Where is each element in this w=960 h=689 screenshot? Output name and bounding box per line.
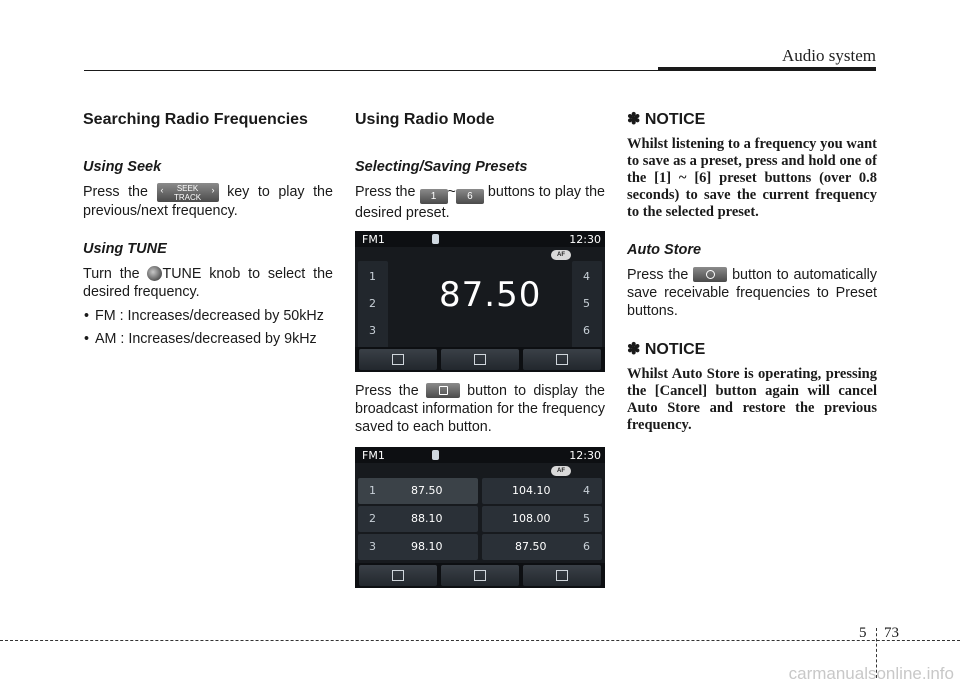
column-radio-mode: [355, 110, 605, 588]
preset-num: 5: [583, 512, 590, 525]
auto-store-button-icon: [693, 267, 727, 282]
tune-step-list: [83, 307, 333, 348]
chevron-right-icon: ›: [211, 185, 215, 195]
chapter-number: 5: [859, 625, 867, 641]
column-notices: [627, 110, 877, 434]
preset-freq: 98.10: [411, 540, 443, 553]
preset-num: 6: [583, 324, 590, 337]
subheading-presets: Selecting/Saving Presets: [355, 159, 528, 175]
tune-knob-icon: [147, 266, 162, 281]
clock: 12:30: [569, 449, 601, 462]
preset-freq: 87.50: [411, 484, 443, 497]
info-button-icon: [426, 383, 460, 398]
subheading-using-tune: Using TUNE: [83, 241, 167, 257]
subheading-auto-store: Auto Store: [627, 242, 702, 258]
preset-num: 1: [369, 270, 376, 283]
info-list-icon: [392, 570, 404, 581]
menu-tab: [523, 349, 601, 370]
tune-paragraph: Turn the TUNE knob to select the desired frequency.: [83, 266, 333, 300]
radio-screen-frequency: [355, 231, 605, 372]
preset-num: 4: [583, 270, 590, 283]
preset-paragraph: Press the 1 ~ 6 buttons to play the desired preset.: [355, 184, 605, 221]
notice-text: Whilst listening to a frequency you want to save as a preset, press and hold one of the [1] ~ [6] preset buttons (over 0.8 seconds) to save the current frequency to the selected preset.: [627, 136, 877, 220]
info-tab: [359, 349, 437, 370]
section-heading-radio-mode: Using Radio Mode: [355, 111, 495, 128]
band-label: FM1: [362, 449, 385, 462]
preset-num: 3: [369, 324, 376, 337]
preset-num: 3: [369, 540, 376, 553]
list-item: • FM : Increases/decreased by 50kHz: [83, 307, 333, 325]
af-badge: AF: [551, 250, 571, 260]
autostore-icon: [474, 570, 486, 581]
af-badge: AF: [551, 466, 571, 476]
preset-freq: 87.50: [515, 540, 547, 553]
info-tab: [359, 565, 437, 586]
footer-rule: [0, 640, 960, 641]
section-heading-searching: Searching Radio Frequencies: [83, 111, 308, 128]
subheading-using-seek: Using Seek: [83, 159, 162, 175]
chevron-left-icon: ‹: [160, 185, 164, 195]
notice-title: ✽ NOTICE: [627, 111, 706, 128]
header-rule: [84, 70, 658, 71]
page-header-title: Audio system: [782, 46, 876, 65]
preset-num: 4: [583, 484, 590, 497]
notice-title: ✽ NOTICE: [627, 341, 706, 358]
page-number: 73: [884, 625, 899, 641]
radio-screen-preset-list: [355, 447, 605, 588]
grid-icon: [556, 354, 568, 365]
preset-freq: 108.00: [512, 512, 551, 525]
watermark: carmanualsonline.info: [788, 664, 954, 683]
clock: 12:30: [569, 233, 601, 246]
column-searching: [83, 110, 333, 348]
preset-freq: 104.10: [512, 484, 551, 497]
header-rule-bold: [658, 67, 876, 71]
screen-status-bar: [355, 447, 605, 463]
autostore-tab: [441, 349, 519, 370]
info-list-icon: [392, 354, 404, 365]
menu-tab: [523, 565, 601, 586]
info-paragraph: Press the button to display the broadcast information for the frequency saved to each button.: [355, 383, 605, 435]
seek-paragraph: Press the ‹ SEEK TRACK › key to play the previous/next frequency.: [83, 184, 333, 219]
screen-status-bar: [355, 231, 605, 247]
preset-num: 2: [369, 512, 376, 525]
autostore-tab: [441, 565, 519, 586]
list-item: • AM : Increases/decreased by 9kHz: [83, 330, 333, 348]
grid-icon: [556, 570, 568, 581]
band-label: FM1: [362, 233, 385, 246]
preset-num: 5: [583, 297, 590, 310]
preset-6-button-icon: 6: [456, 189, 484, 204]
autostore-icon: [474, 354, 486, 365]
notice-text: Whilst Auto Store is operating, pressing the [Cancel] button again will cancel Auto Store and restore the previous frequency.: [627, 366, 877, 433]
bluetooth-icon: [432, 450, 439, 460]
preset-num: 2: [369, 297, 376, 310]
auto-store-paragraph: Press the button to automatically save receivable frequencies to Preset buttons.: [627, 267, 877, 319]
preset-freq: 88.10: [411, 512, 443, 525]
preset-num: 6: [583, 540, 590, 553]
bluetooth-icon: [432, 234, 439, 244]
preset-num: 1: [369, 484, 376, 497]
current-frequency: 87.50: [439, 275, 542, 315]
seek-track-button-icon: ‹ SEEK TRACK ›: [157, 183, 219, 202]
preset-1-button-icon: 1: [420, 189, 448, 204]
